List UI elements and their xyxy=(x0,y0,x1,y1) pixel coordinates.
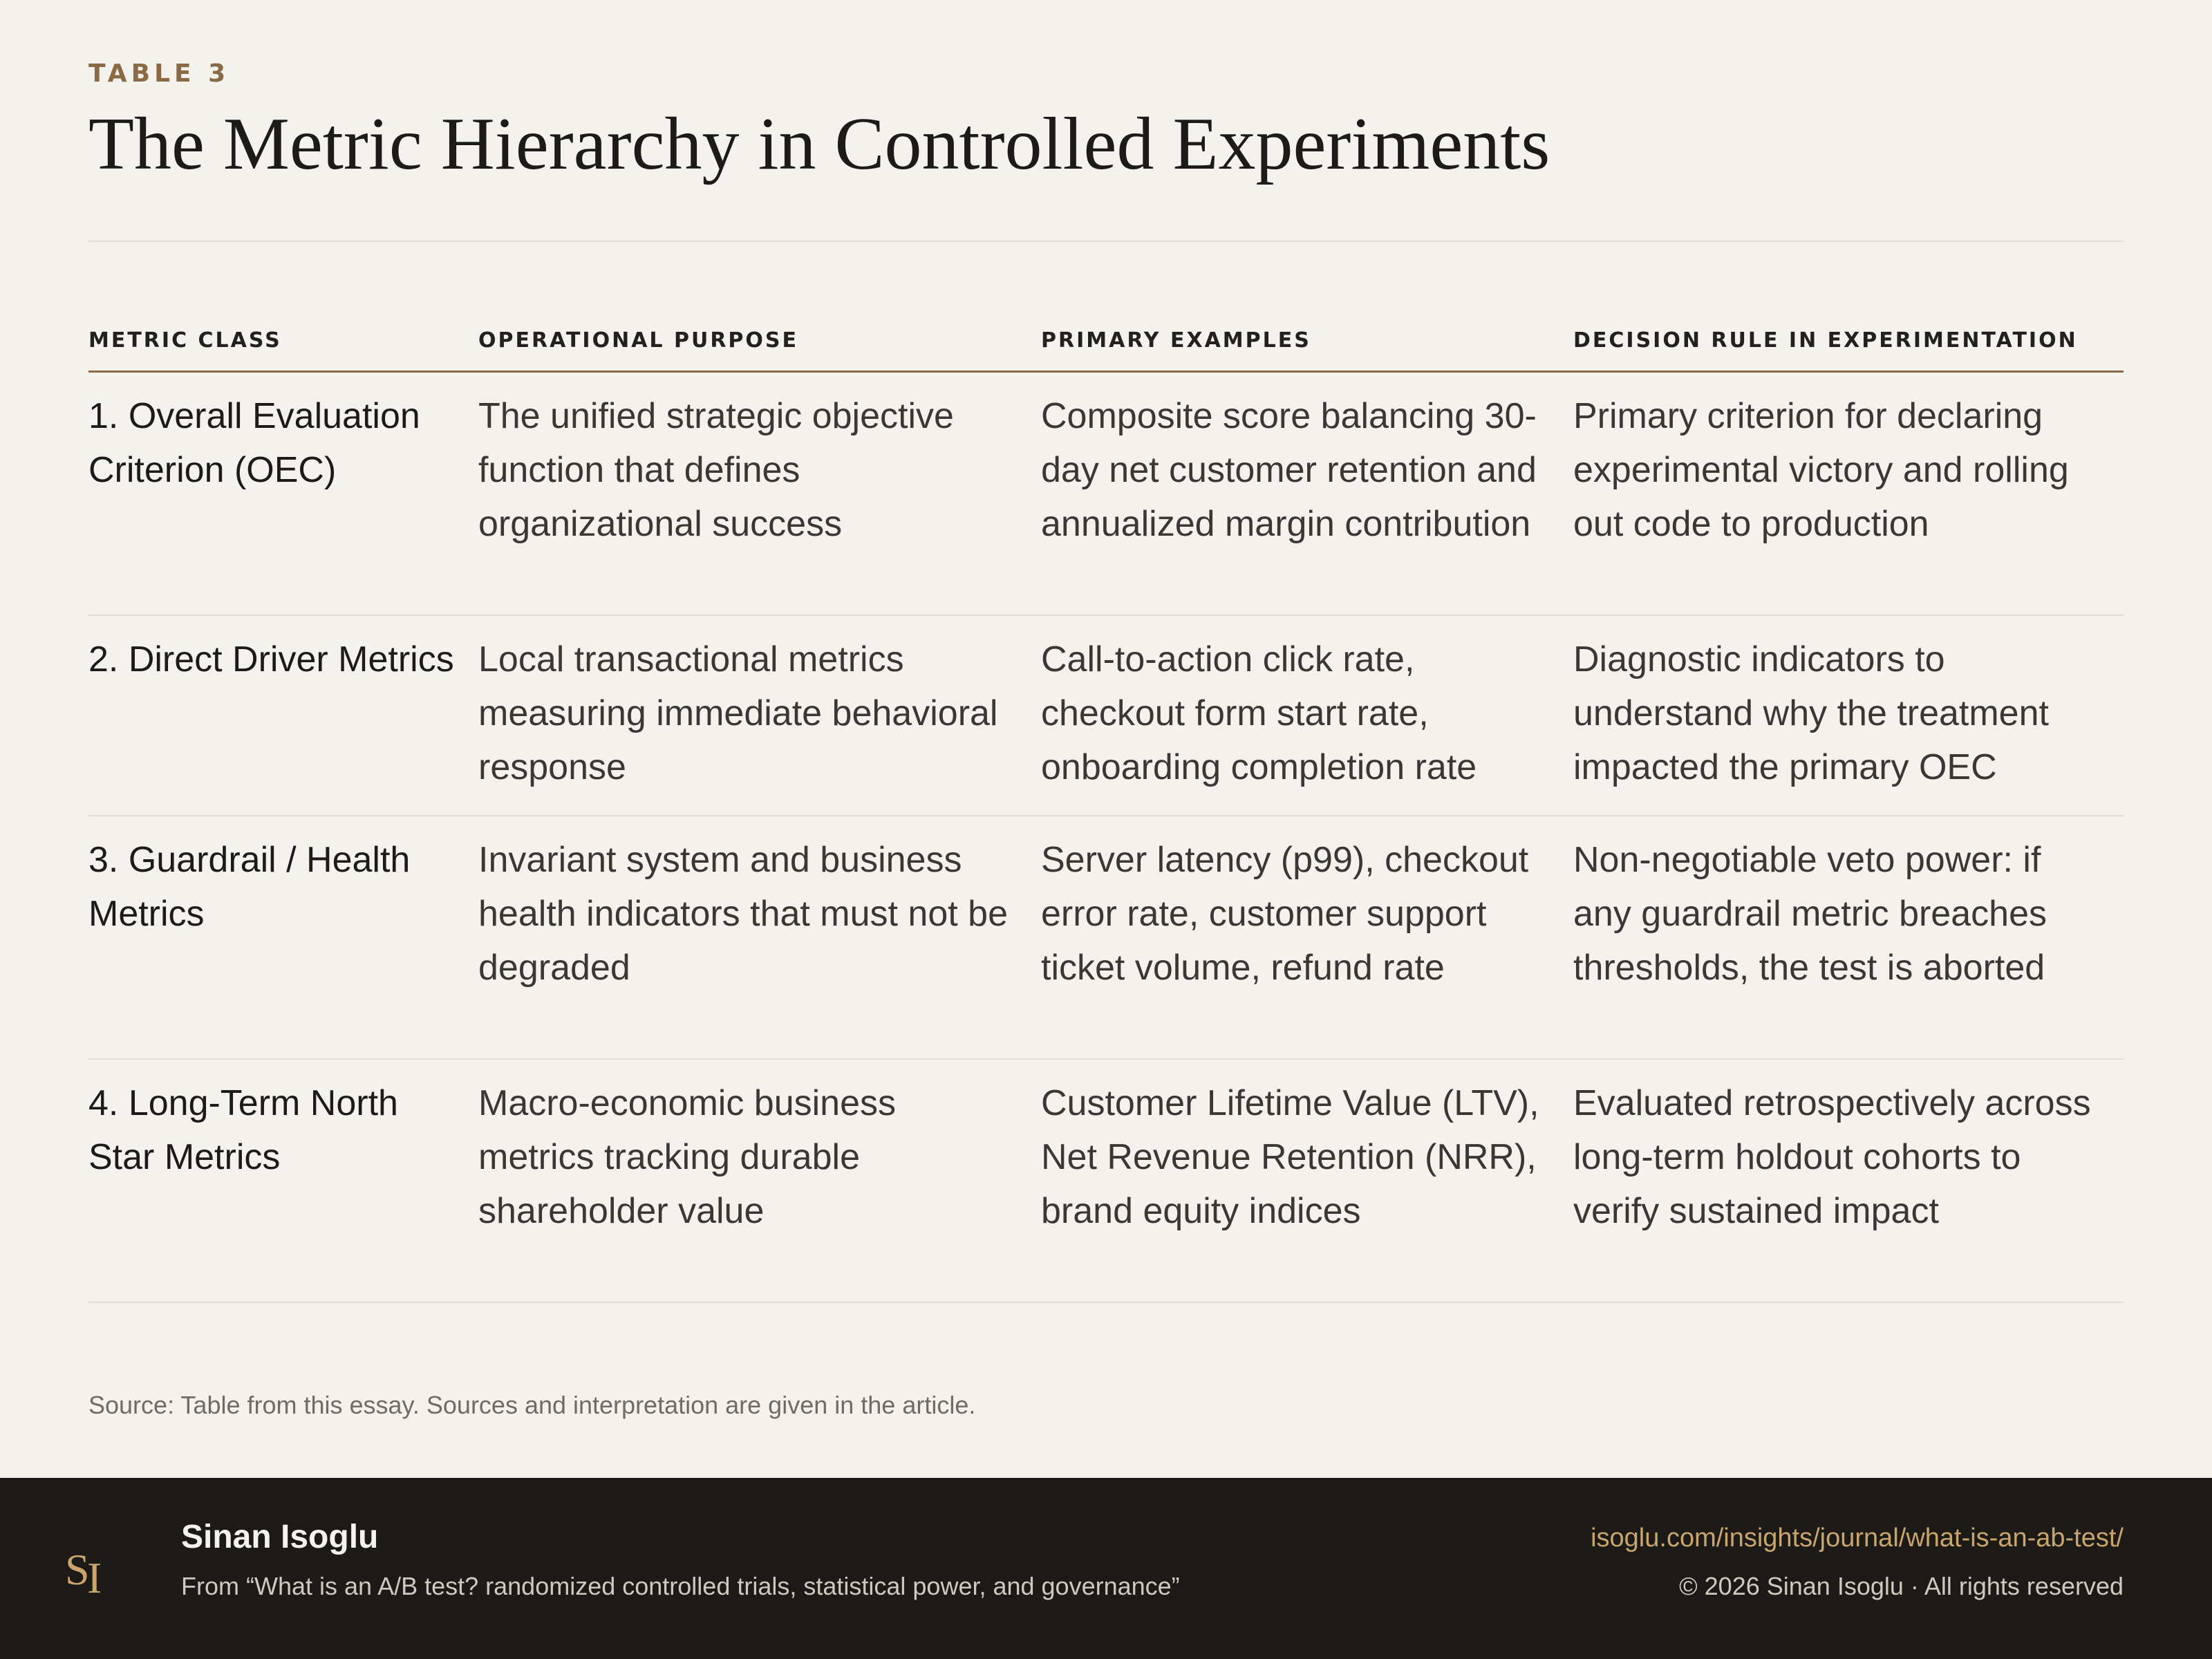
svg-text:S: S xyxy=(65,1545,90,1594)
svg-text:I: I xyxy=(87,1553,102,1601)
page-title: The Metric Hierarchy in Controlled Experiments xyxy=(88,103,1550,185)
copyright-notice: © 2026 Sinan Isoglu · All rights reserved xyxy=(1679,1572,2124,1600)
purpose-cell: Macro-economic business metrics tracking durable shareholder value xyxy=(478,1059,1041,1302)
examples-cell: Customer Lifetime Value (LTV), Net Revenue Retention (NRR), brand equity indices xyxy=(1041,1059,1573,1302)
author-name: Sinan Isoglu xyxy=(181,1519,379,1555)
decision-rule-cell: Primary criterion for declaring experimental victory and rolling out code to production xyxy=(1573,372,2124,615)
metric-class-cell: 3. Guardrail / Health Metrics xyxy=(88,816,478,1059)
column-header-decision-rule: DECISION RULE IN EXPERIMENTATION xyxy=(1573,325,2124,372)
metric-class-cell: 1. Overall Evaluation Criterion (OEC) xyxy=(88,372,478,615)
table-row xyxy=(88,372,2124,615)
column-header-metric-class: METRIC CLASS xyxy=(88,325,478,372)
table-header-row xyxy=(88,325,2124,372)
purpose-cell: Local transactional metrics measuring immediate behavioral response xyxy=(478,615,1041,816)
table-row xyxy=(88,816,2124,1059)
article-reference: From “What is an A/B test? randomized controlled trials, statistical power, and governance” xyxy=(181,1572,1180,1600)
purpose-cell: Invariant system and business health indicators that must not be degraded xyxy=(478,816,1041,1059)
metric-hierarchy-table xyxy=(88,325,2124,1303)
examples-cell: Call-to-action click rate, checkout form start rate, onboarding completion rate xyxy=(1041,615,1573,816)
table-number-label: TABLE 3 xyxy=(88,59,230,88)
title-divider xyxy=(88,241,2124,242)
metric-class-cell: 2. Direct Driver Metrics xyxy=(88,615,478,816)
article-link[interactable]: isoglu.com/insights/journal/what-is-an-ab-test/ xyxy=(1591,1524,2124,1553)
examples-cell: Composite score balancing 30-day net customer retention and annualized margin contribution xyxy=(1041,372,1573,615)
table-row xyxy=(88,1059,2124,1302)
column-header-primary-examples: PRIMARY EXAMPLES xyxy=(1041,325,1573,372)
decision-rule-cell: Non-negotiable veto power: if any guardrail metric breaches thresholds, the test is aborted xyxy=(1573,816,2124,1059)
examples-cell: Server latency (p99), checkout error rate, customer support ticket volume, refund rate xyxy=(1041,816,1573,1059)
source-note: Source: Table from this essay. Sources and interpretation are given in the article. xyxy=(88,1391,976,1419)
table-row xyxy=(88,615,2124,816)
decision-rule-cell: Diagnostic indicators to understand why the treatment impacted the primary OEC xyxy=(1573,615,2124,816)
footer-bar xyxy=(0,1478,2212,1659)
decision-rule-cell: Evaluated retrospectively across long-term holdout cohorts to verify sustained impact xyxy=(1573,1059,2124,1302)
metric-class-cell: 4. Long-Term North Star Metrics xyxy=(88,1059,478,1302)
si-monogram-icon xyxy=(64,1539,119,1601)
column-header-operational-purpose: OPERATIONAL PURPOSE xyxy=(478,325,1041,372)
purpose-cell: The unified strategic objective function that defines organizational success xyxy=(478,372,1041,615)
